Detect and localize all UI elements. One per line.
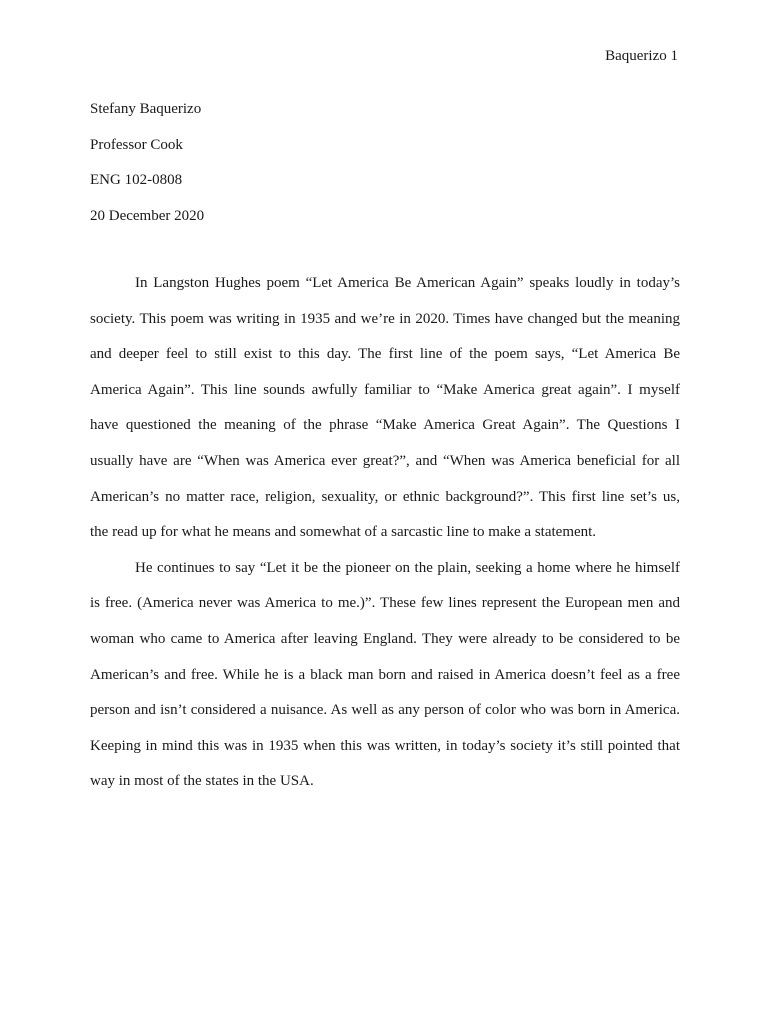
text-line: In Langston Hughes poem “Let America Be American Again” speaks loudly in today’s — [135, 275, 680, 291]
mla-heading — [90, 92, 680, 234]
text-line: have questioned the meaning of the phrase “Make America Great Again”. The Questions I — [90, 417, 680, 434]
text-line: America Again”. This line sounds awfully familiar to “Make America great again”. I myself — [90, 381, 680, 398]
text-line: the read up for what he means and somewhat of a sarcastic line to make a statement. — [90, 524, 597, 541]
running-head: Baquerizo 1 — [605, 48, 678, 64]
text-line: American’s and free. While he is a black man born and raised in America doesn’t feel as a free — [90, 666, 680, 683]
text-line: He continues to say “Let it be the pioneer on the plain, seeking a home where he himself — [135, 559, 680, 576]
text-line: is free. (America never was America to me.)”. These few lines represent the European men and — [90, 595, 680, 612]
student-name: Stefany Baquerizo — [90, 101, 202, 117]
paragraph-2 — [90, 551, 680, 800]
text-line: person and isn’t considered a nuisance. As well as any person of color who was born in America. — [90, 702, 680, 719]
text-line: society. This poem was writing in 1935 and we’re in 2020. Times have changed but the meaning — [90, 310, 680, 327]
course-code: ENG 102-0808 — [90, 172, 183, 188]
essay-body — [90, 266, 680, 800]
text-line: way in most of the states in the USA. — [90, 773, 314, 790]
professor-name: Professor Cook — [90, 136, 183, 153]
text-line: Keeping in mind this was in 1935 when this was written, in today’s society it’s still pointed that — [90, 737, 680, 754]
text-line: and deeper feel to still exist to this day. The first line of the poem says, “Let America Be — [90, 346, 680, 363]
paragraph-1 — [90, 266, 680, 551]
text-line: woman who came to America after leaving England. They were already to be considered to be — [90, 630, 680, 647]
text-line: usually have are “When was America ever great?”, and “When was America beneficial for all — [90, 452, 680, 469]
text-line: American’s no matter race, religion, sexuality, or ethnic background?”. This first line set’s us, — [90, 488, 680, 505]
paper-date: 20 December 2020 — [90, 207, 205, 224]
